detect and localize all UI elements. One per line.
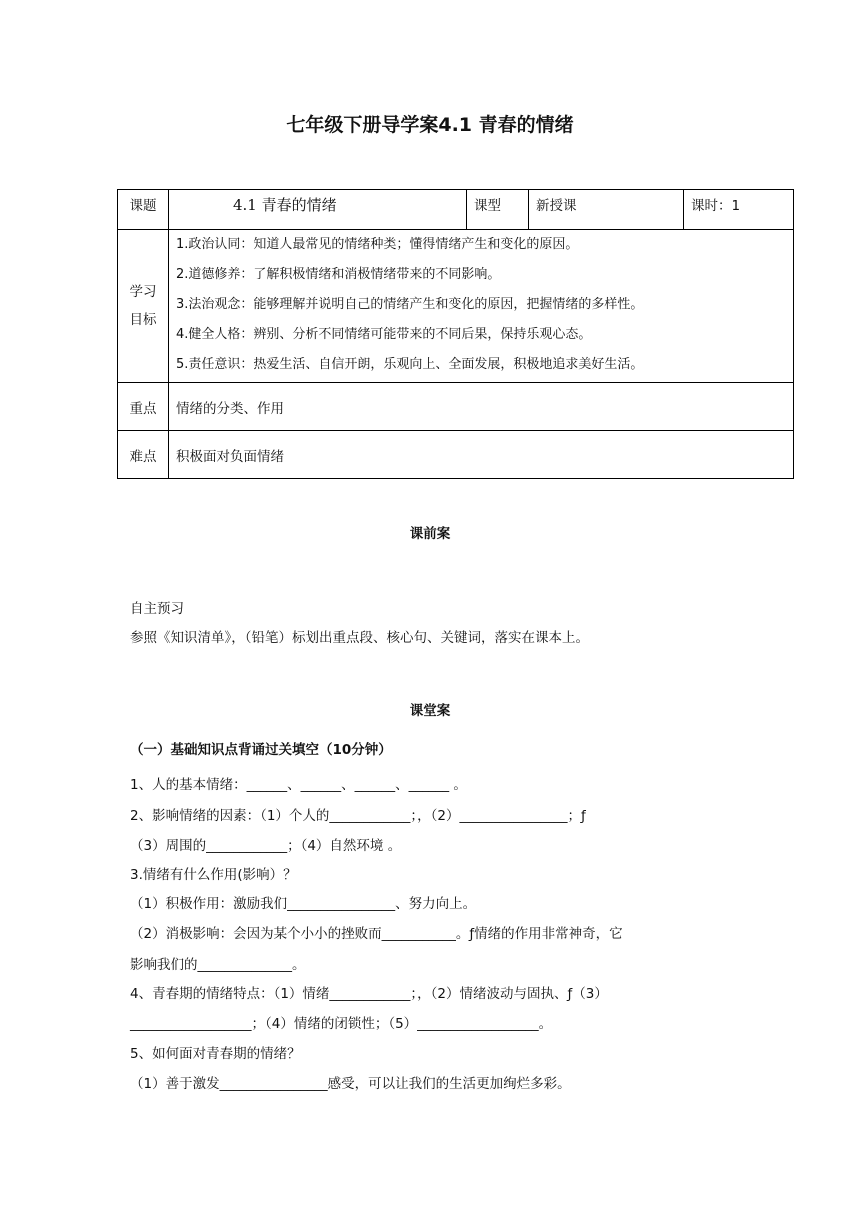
- exercise-line: （2）消极影响：会因为某个小小的挫败而___________。ƒ情绪的作用非常神奇，它: [130, 926, 623, 942]
- key-point-row: [118, 383, 794, 431]
- goal-item: 1.政治认同：知道人最常见的情绪种类；懂得情绪产生和变化的原因。: [176, 237, 579, 252]
- lesson-info-table: [117, 189, 794, 479]
- goal-item: 4.健全人格：辨别、分析不同情绪可能带来的不同后果，保持乐观心态。: [176, 327, 592, 342]
- topic-row: [118, 190, 794, 230]
- goals-row: [118, 230, 794, 383]
- difficulty-row: [118, 431, 794, 479]
- topic-value: 4.1 青春的情绪: [169, 190, 467, 230]
- key-point-label: 重点: [118, 383, 169, 431]
- lesson-type-value: 新授课: [529, 190, 684, 230]
- self-study-instruction: 参照《知识清单》，（铅笔）标划出重点段、核心句、关键词，落实在课本上。: [130, 630, 589, 646]
- self-study-heading: 自主预习: [130, 601, 184, 617]
- exercise-part-title: （一）基础知识点背诵过关填空（10分钟）: [130, 742, 392, 758]
- goal-item: 3.法治观念：能够理解并说明自己的情绪产生和变化的原因，把握情绪的多样性。: [176, 297, 644, 312]
- exercise-line: 3.情绪有什么作用(影响）？: [130, 867, 297, 883]
- pre-class-heading: 课前案: [409, 526, 451, 542]
- lesson-period: 课时：1: [684, 190, 794, 230]
- difficulty-value: 积极面对负面情绪: [169, 431, 794, 479]
- exercise-line: 1、人的基本情绪：______、______、______、______ 。: [130, 777, 467, 793]
- exercise-line: （3）周围的____________；（4）自然环境 。: [130, 838, 402, 854]
- goal-item: 5.责任意识：热爱生活、自信开朗，乐观向上、全面发展，积极地追求美好生活。: [176, 357, 644, 372]
- goals-content: [169, 230, 794, 383]
- goal-item: 2.道德修养：了解积极情绪和消极情绪带来的不同影响。: [176, 267, 501, 282]
- goals-label-line-2: 目标: [129, 312, 157, 328]
- exercise-line: 4、青春期的情绪特点：（1）情绪____________；，（2）情绪波动与固执、ƒ（3）: [130, 986, 608, 1002]
- document-title: 七年级下册导学案4.1 青春的情绪: [286, 114, 574, 136]
- exercise-line: 2、影响情绪的因素：（1）个人的____________；，（2）________________；ƒ: [130, 808, 586, 824]
- exercise-line: 影响我们的______________。: [130, 957, 306, 973]
- topic-label: 课题: [118, 190, 169, 230]
- exercise-line: （1）积极作用：激励我们________________、努力向上。: [130, 896, 477, 912]
- goals-label: [118, 230, 169, 383]
- exercise-line: （1）善于激发________________感受，可以让我们的生活更加绚烂多彩。: [130, 1076, 571, 1092]
- exercise-line: __________________；（4）情绪的闭锁性；（5）__________________。: [130, 1016, 553, 1032]
- exercise-line: 5、如何面对青春期的情绪？: [130, 1046, 301, 1062]
- lesson-type-label: 课型: [467, 190, 529, 230]
- difficulty-label: 难点: [118, 431, 169, 479]
- goals-label-line-1: 学习: [129, 284, 157, 300]
- key-point-value: 情绪的分类、作用: [169, 383, 794, 431]
- in-class-heading: 课堂案: [409, 703, 451, 719]
